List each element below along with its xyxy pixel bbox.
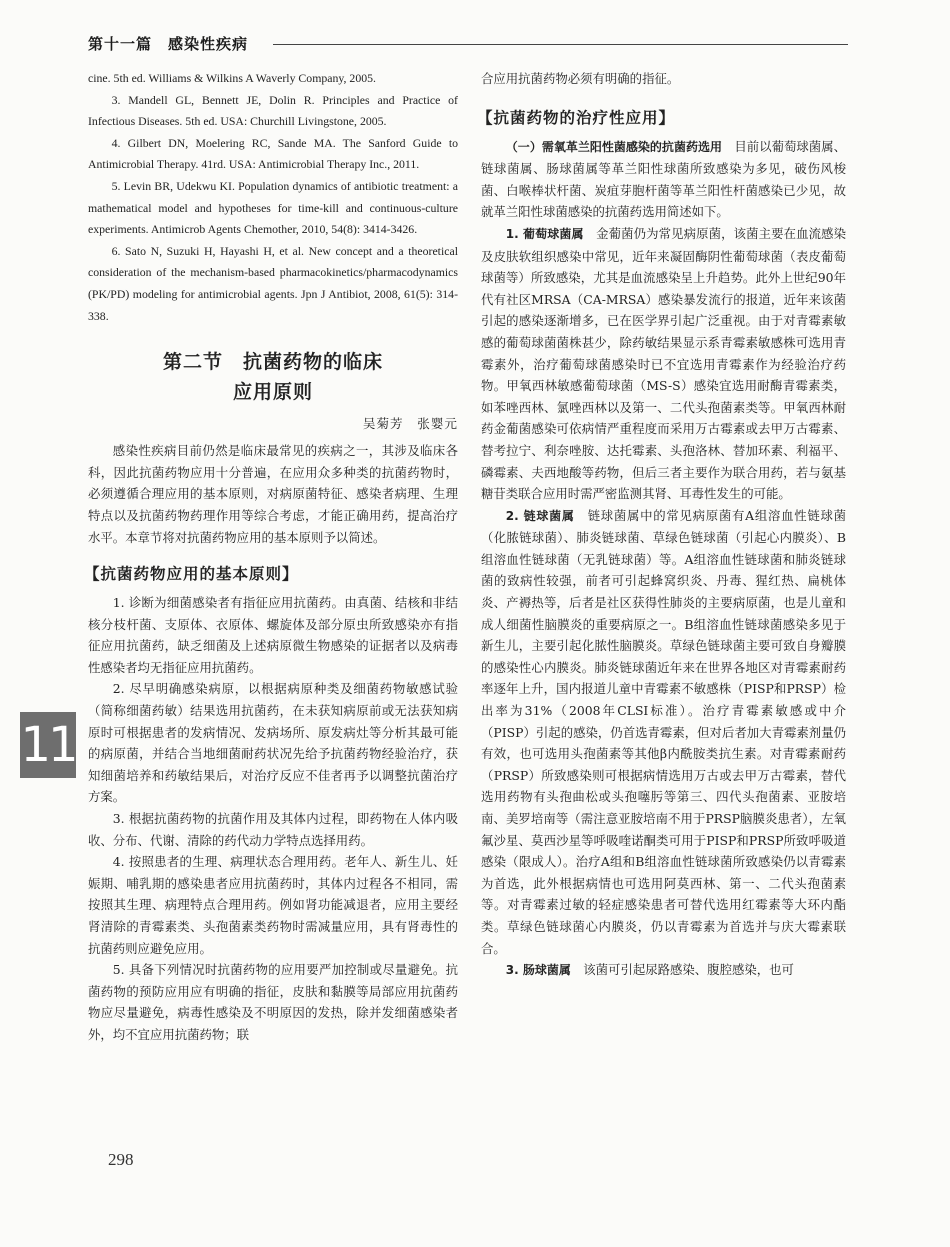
subsection-heading: （一）需氧革兰阳性菌感染的抗菌药选用 [505, 139, 722, 154]
header-rule [273, 44, 848, 45]
left-column [84, 68, 458, 1046]
gram-positive-paragraph [481, 136, 846, 223]
item-label: 1. 葡萄球菌属 [505, 226, 584, 241]
principle-item: 5. 具备下列情况时抗菌药物的应用要严加控制或尽量避免。抗菌药物的预防应用应有明确的指征，皮肤和黏膜等局部应用抗菌药物应尽量避免，病毒性感染及不明原因的发热，除并发细菌感染者外，均不宜应用抗菌药物；联 [88, 962, 458, 1042]
item-text: 该菌可引起尿路感染、腹腔感染，也可 [583, 962, 794, 978]
staphylococcus-paragraph [481, 223, 846, 505]
item-label: 3. 肠球菌属 [505, 963, 571, 978]
continuation-text: 合应用抗菌药物必须有明确的指征。 [481, 71, 680, 86]
reference-item: 4. Gilbert DN, Moelering RC, Sande MA. The Sanford Guide to Antimicrobial Therapy. 41rd. USA: Antimicrobial Therapy Inc., 2011. [88, 135, 458, 172]
item-text: 金葡菌仍为常见病原菌，该菌主要在血流感染及皮肤软组织感染中常见，近年来凝固酶阴性葡萄球菌（表皮葡萄球菌等）所致感染，尤其是血流感染呈上升趋势。此外上世纪90年代有社区MRSA（CA-MRSA）感染暴发流行的报道，近年来该菌引起的感染逐渐增多，已在医学界引起广泛重视。由于对青霉素敏感的葡萄球菌菌株甚少，除药敏结果显示系青霉素敏感株可选用青霉素外，治疗葡萄球菌感染时已不宜选用青霉素作为经验治疗药物。甲氧西林敏感葡萄球菌（MS-S）感染宜选用耐酶青霉素类，如苯唑西林、氯唑西林以及第一、二代头孢菌素类等。甲氧西林耐药金葡菌感染可依病情严重程度而采用万古霉素或去甲万古霉素、替考拉宁、利奈唑胺、达托霉素、头孢洛林、替加环素、利福平、磷霉素、夫西地酸等药物，但后三者主要作为联合用药，若与氨基糖苷类联合应用时需严密监测其肾、耳毒性发生的可能。 [481, 225, 847, 502]
reference-item: cine. 5th ed. Williams & Wilkins A Waverly Company, 2005. [88, 71, 376, 85]
running-header [88, 33, 848, 57]
principle-item: 1. 诊断为细菌感染者有指征应用抗菌药。由真菌、结核和非结核分枝杆菌、支原体、衣原体、螺旋体及部分原虫所致感染亦有指征应用抗菌药，缺乏细菌及上述病原微生物感染的证据者以及病毒性感染者均无指征应用抗菌药。 [88, 595, 458, 675]
streptococcus-paragraph [481, 505, 846, 959]
basic-principles-heading: 【抗菌药物应用的基本原则】 [84, 565, 299, 584]
reference-item: 3. Mandell GL, Bennett JE, Dolin R. Principles and Practice of Infectious Diseases. 5th ed. USA: Churchill Livingstone, 2005. [88, 92, 458, 129]
item-label: 2. 链球菌属 [505, 508, 575, 523]
section-title [88, 347, 458, 407]
principle-item: 2. 尽早明确感染病原，以根据病原种类及细菌药物敏感试验（简称细菌药敏）结果选用抗菌药，在未获知病原前或无法获知病原时可根据患者的发病情况、发病场所、原发病灶等分析其最可能的病原菌，并结合当地细菌耐药状况先给予抗菌药物经验治疗，获知细菌培养和药敏结果后，对治疗反应不佳者再予以调整抗菌治疗方案。 [88, 681, 458, 805]
chapter-tab: 11 [20, 712, 76, 778]
section-title-line-2: 应用原则 [232, 381, 313, 404]
section-title-line-1: 第二节 抗菌药物的临床 [162, 351, 383, 374]
principle-item: 3. 根据抗菌药物的抗菌作用及其体内过程，即药物在人体内吸收、分布、代谢、清除的药代动力学特点选择用药。 [88, 811, 458, 848]
reference-item: 6. Sato N, Suzuki H, Hayashi H, et al. New concept and a theoretical consideration of the mechanism-based pharmacokinetics/pharmacodynamics (PK/PD) modeling for antimicrobial agents. Jpn J Antibiot, 2008, 61(5): 314-338. [88, 243, 458, 323]
intro-paragraph: 感染性疾病目前仍然是临床最常见的疾病之一，其涉及临床各科，因此抗菌药物应用十分普遍，在应用众多种类的抗菌药物时，必须遵循合理应用的基本原则，对病原菌特征、感染者病理、生理特点以及抗菌药物药理作用等综合考虑，才能正确用药，提高治疗水平。本章节将对抗菌药物应用的基本原则予以简述。 [88, 443, 458, 545]
running-header-title: 第十一篇 感染性疾病 [88, 35, 249, 53]
enterococcus-paragraph [481, 959, 846, 982]
reference-item: 5. Levin BR, Udekwu KI. Population dynamics of antibiotic treatment: a mathematical model and hypotheses for time-kill and continuous-culture experiments. Antimicrob Agents Chemother, 2010, 54(8): 3414-3426. [88, 178, 458, 237]
subsection-text: 目前以葡萄球菌属、链球菌属、肠球菌属等革兰阳性球菌所致感染为多见，破伤风梭菌、白喉棒状杆菌、炭疽芽胞杆菌等革兰阳性杆菌感染已少见，故就革兰阳性球菌感染的抗菌药选用简述如下。 [481, 138, 847, 220]
authors: 吴菊芳 张婴元 [362, 416, 458, 432]
item-text: 链球菌属中的常见病原菌有A组溶血性链球菌（化脓链球菌）、肺炎链球菌、草绿色链球菌（引起心内膜炎）、B组溶血性链球菌（无乳链球菌）等。A组溶血性链球菌和肺炎链球菌的致病性较强，前者可引起蜂窝织炎、丹毒、猩红热、扁桃体炎、产褥热等，后者是社区获得性肺炎的主要病原菌，也是儿童和成人细菌性脑膜炎的重要病原之一。B组溶血性链球菌感染多见于新生儿，主要引起化脓性脑膜炎。草绿色链球菌主要可致自身瓣膜的感染性心内膜炎。肺炎链球菌近年来在世界各地区对青霉素耐药率逐年上升，国内报道儿童中青霉素不敏感株（PISP和PRSP）检出率为31%（2008年CLSI标准）。治疗青霉素敏感或中介（PISP）引起的感染，仍首选青霉素，但对后者加大青霉素剂量仍有效，也可选用头孢菌素等其他β内酰胺类抗生素。对青霉素耐药（PRSP）所致感染则可根据病情选用万古或去甲万古霉素，替代选用药物有头孢曲松或头孢噻肟等第三、四代头孢菌素、亚胺培南、美罗培南等（需注意亚胺培南不用于PRSP脑膜炎患者），左氧氟沙星、莫西沙星等呼吸喹诺酮类可用于PISP和PRSP所致呼吸道感染（限成人）。治疗A组和B组溶血性链球菌所致感染仍以青霉素为首选，此外根据病情也可选用阿莫西林、第一、二代头孢菌素等。对青霉素过敏的轻症感染患者可替代选用红霉素等大环内酯类。草绿色链球菌心内膜炎，仍以青霉素为首选并与庆大霉素联合。 [481, 507, 846, 956]
principle-item: 4. 按照患者的生理、病理状态合理用药。老年人、新生儿、妊娠期、哺乳期的感染患者应用抗菌药时，其体内过程各不相同，需按照其生理、病理特点合理用药。例如肾功能减退者，应用主要经肾清除的青霉素类、头孢菌素类药物时需减量应用，具有肾毒性的抗菌药则应避免应用。 [88, 854, 458, 956]
right-column [477, 68, 847, 982]
page-number: 298 [108, 1150, 134, 1169]
therapeutic-heading: 【抗菌药物的治疗性应用】 [477, 108, 676, 127]
